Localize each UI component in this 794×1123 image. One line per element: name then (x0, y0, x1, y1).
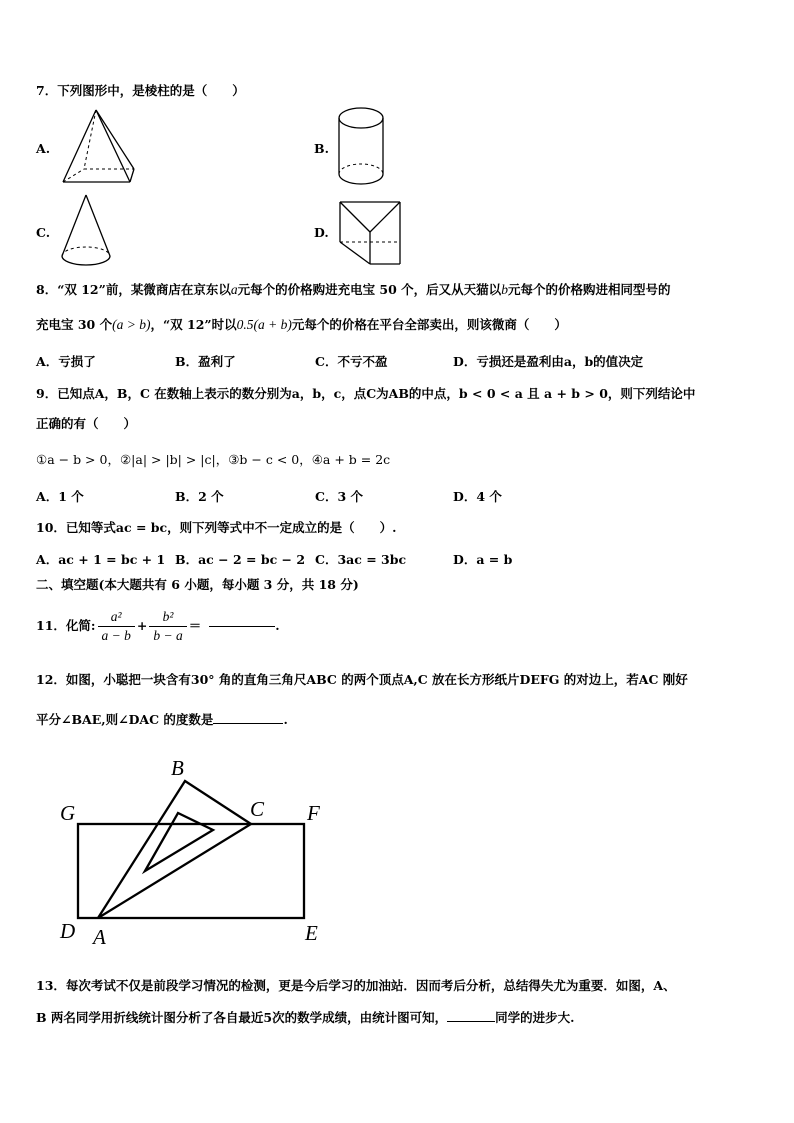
cone-figure (58, 192, 114, 272)
q12-end: . (283, 712, 288, 727)
q9-option-c: C．3 个 (315, 489, 363, 504)
q9-option-b: B．2 个 (175, 489, 224, 504)
q12-line-2 (36, 712, 288, 728)
pyramid-figure (60, 106, 138, 188)
q7-option-c-label: C. (36, 225, 51, 240)
q13-text-2b: 同学的进步大. (495, 1010, 575, 1025)
q8-option-a: A．亏损了 (36, 354, 96, 369)
q11-plus: + (136, 618, 148, 633)
q9-line-2: 正确的有（ ） (36, 416, 137, 431)
label-d: D (60, 919, 76, 943)
q11-fraction-2 (149, 608, 186, 645)
q8-var-b: b (501, 282, 508, 297)
q12-line-1: 12．如图，小聪把一块含有30° 角的直角三角尺ABC 的两个顶点A,C 放在长方形纸片DEFG 的对边上，若AC 刚好 (36, 672, 688, 687)
q13-line-2 (36, 1010, 574, 1026)
q12-answer-blank[interactable] (213, 723, 283, 724)
q11-fraction-2-numerator: b² (149, 608, 186, 627)
q11-fraction-1-denominator: a − b (101, 627, 131, 643)
triangular-prism-figure (336, 198, 406, 270)
q9-option-d: D．4 个 (453, 489, 502, 504)
label-e: E (305, 921, 318, 945)
label-c: C (250, 797, 265, 821)
label-g: G (60, 801, 76, 825)
q13-line-1: 13．每次考试不仅是前段学习情况的检测，更是今后学习的加油站．因而考后分析，总结得失尤为重要．如图，A、 (36, 978, 676, 993)
q8-option-b: B．盈利了 (175, 354, 236, 369)
q8-var-a: a (230, 282, 238, 297)
q13-answer-blank[interactable] (447, 1021, 495, 1022)
q11-prefix: 11．化简: (36, 618, 96, 633)
q8-option-c: C．不亏不盈 (315, 354, 388, 369)
q8-condition: (a > b) (112, 317, 151, 332)
q11-line (36, 604, 280, 648)
q8-price: 0.5(a + b) (236, 317, 292, 332)
triangle-abc-outer (98, 781, 251, 918)
q7-option-a-label: A. (36, 141, 51, 156)
q11-fraction-1-numerator: a² (98, 608, 135, 627)
q8-option-d: D．亏损还是盈利由a，b的值决定 (453, 354, 644, 369)
q9-items: ①a − b > 0，②|a| > |b| > |c|，③b − c < 0，④a + b = 2c (36, 452, 391, 467)
q8-text-2c: 元每个的价格在平台全部卖出，则该微商（ ） (291, 317, 567, 332)
q12-text-2: 平分∠BAE,则∠DAC 的度数是 (36, 712, 214, 727)
q8-line-1 (36, 282, 670, 298)
label-a: A (93, 925, 106, 949)
q8-line-2 (36, 317, 567, 333)
triangle-abc-inner (145, 813, 213, 871)
q8-text-2a: 充电宝 30 个 (36, 317, 113, 332)
q8-text-1b: 元每个的价格购进充电宝 50 个，后又从天猫以 (237, 282, 502, 297)
section-2-heading: 二、填空题(本大题共有 6 小题，每小题 3 分，共 18 分) (36, 577, 359, 592)
q7-option-b-label: B. (314, 141, 329, 156)
q7-option-d-label: D. (314, 225, 329, 240)
q7-stem: 7．下列图形中，是棱柱的是（ ） (36, 83, 245, 98)
q12-figure (50, 750, 350, 950)
q9-line-1: 9．已知点A，B，C 在数轴上表示的数分别为a，b，c，点C为AB的中点，b < 0 < a 且 a + b > 0，则下列结论中 (36, 386, 696, 401)
q10-option-d: D．a = b (453, 552, 513, 567)
q8-text-1c: 元每个的价格购进相同型号的 (507, 282, 671, 297)
label-b: B (171, 756, 184, 780)
q8-text-1a: 8．“双 12”前，某微商店在京东以 (36, 282, 231, 297)
q11-end: . (275, 618, 280, 633)
q11-fraction-2-denominator: b − a (153, 627, 183, 643)
label-f: F (307, 801, 320, 825)
rectangle-defg (78, 824, 304, 918)
q10-option-a: A．ac + 1 = bc + 1 (36, 552, 166, 567)
q10-option-c: C．3ac = 3bc (315, 552, 407, 567)
q9-option-a: A．1 个 (36, 489, 84, 504)
cylinder-figure (335, 104, 387, 190)
q8-text-2b: ，“双 12”时以 (150, 317, 237, 332)
q11-fraction-1 (98, 608, 135, 645)
q11-equals: ＝ (188, 618, 202, 633)
q10-option-b: B．ac − 2 = bc − 2 (175, 552, 306, 567)
q10-stem: 10．已知等式ac = bc，则下列等式中不一定成立的是（ ）. (36, 520, 397, 535)
q13-text-2a: B 两名同学用折线统计图分析了各自最近5次的数学成绩，由统计图可知， (36, 1010, 448, 1025)
q11-answer-blank[interactable] (209, 626, 275, 627)
